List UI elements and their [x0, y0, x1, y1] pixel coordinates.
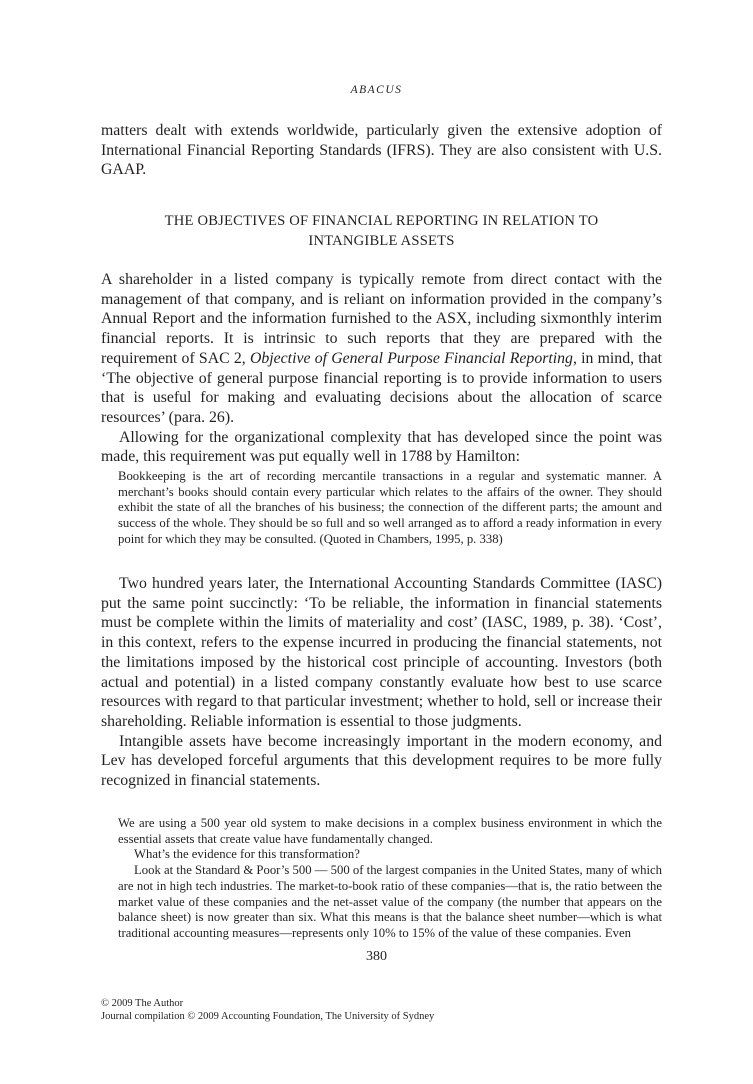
block-quote-lev-p2: What’s the evidence for this transformation? [134, 847, 360, 862]
paragraph-hamilton-intro: Allowing for the organizational complexity that has developed since the point was made, this requirement was put equally well in 1788 by Hamilton: [101, 428, 662, 466]
block-quote-hamilton-text: Bookkeeping is the art of recording mercantile transactions in a regular and systematic manner. A merchant’s books should contain every particular which relates to the affairs of the owner. They should exhibit the state of all the branches of his business; the connection of the different parts; the amount and success of the whole. They should be so full and so well arranged as to afford a ready information in every point for which they may be consulted. (Quoted in Chambers, 1995, p. 338) [118, 469, 662, 546]
paragraph-intangibles: Intangible assets have become increasingly important in the modern economy, and Lev has developed forceful arguments that this development requires to be more fully recognized in financial statements. [101, 732, 662, 790]
paragraph-shareholder [101, 270, 662, 428]
copyright-footer [101, 997, 434, 1023]
sac2-title: Objective of General Purpose Financial Reporting [249, 349, 573, 367]
section-heading [101, 212, 662, 251]
block-quote-lev [118, 816, 662, 942]
footer-author: © 2009 The Author [101, 998, 184, 1009]
block-quote-lev-p3: Look at the Standard & Poor’s 500 — 500 of the largest companies in the United States, many of which are not in high tech industries. The market-to-book ratio of these companies—that is, the ratio between the market value of these companies and the net-asset value of the company (the number that appears on the balance sheet) is now greater than six. What this means is that the balance sheet number—which is what traditional accounting measures—represents only 10% to 15% of the value of these companies. Even [118, 863, 662, 940]
page-number: 380 [366, 949, 387, 964]
section-body-continued [101, 574, 662, 791]
section-heading-line1: THE OBJECTIVES OF FINANCIAL REPORTING IN RELATION TO [164, 213, 599, 229]
continued-paragraph [101, 121, 662, 180]
footer-journal: Journal compilation © 2009 Accounting Foundation, The University of Sydney [101, 1011, 435, 1022]
paragraph-iasc: Two hundred years later, the International Accounting Standards Committee (IASC) put the same point succinctly: ‘To be reliable, the information in financial statements must be complete within the limits of materiality and cost’ (IASC, 1989, p. 38). ‘Cost’, in this context, refers to the expense incurred in producing the financial statements, not the limitations imposed by the historical cost principle of accounting. Investors (both actual and potential) in a listed company constantly evaluate how best to use scarce resources with regard to that particular investment; whether to hold, sell or increase their shareholding. Reliable information is essential to those judgments. [101, 575, 662, 730]
section-heading-line2: INTANGIBLE ASSETS [308, 232, 455, 249]
paragraph-shareholder-before: A shareholder in a listed company is typically remote from direct contact with the management of that company, and is reliant on information provided in the company’s Annual Report and the information furnished to the ASX, including sixmonthly interim financial reports. It is intrinsic to such reports that they are prepared with the requirement of SAC 2, [101, 271, 662, 367]
section-body [101, 270, 662, 467]
block-quote-hamilton [118, 469, 662, 548]
running-head: ABACUS [350, 84, 403, 96]
continued-paragraph-text: matters dealt with extends worldwide, particularly given the extensive adoption of International Financial Reporting Standards (IFRS). They are also consistent with U.S. GAAP. [101, 122, 662, 179]
paragraph-shareholder-after: , in mind, that ‘The objective of general purpose financial reporting is to provide information to users that is useful for making and evaluating decisions about the allocation of scarce resources’ (para. 26). [101, 349, 662, 426]
block-quote-lev-p1: We are using a 500 year old system to make decisions in a complex business environment in which the essential assets that create value have fundamentally changed. [118, 816, 662, 846]
